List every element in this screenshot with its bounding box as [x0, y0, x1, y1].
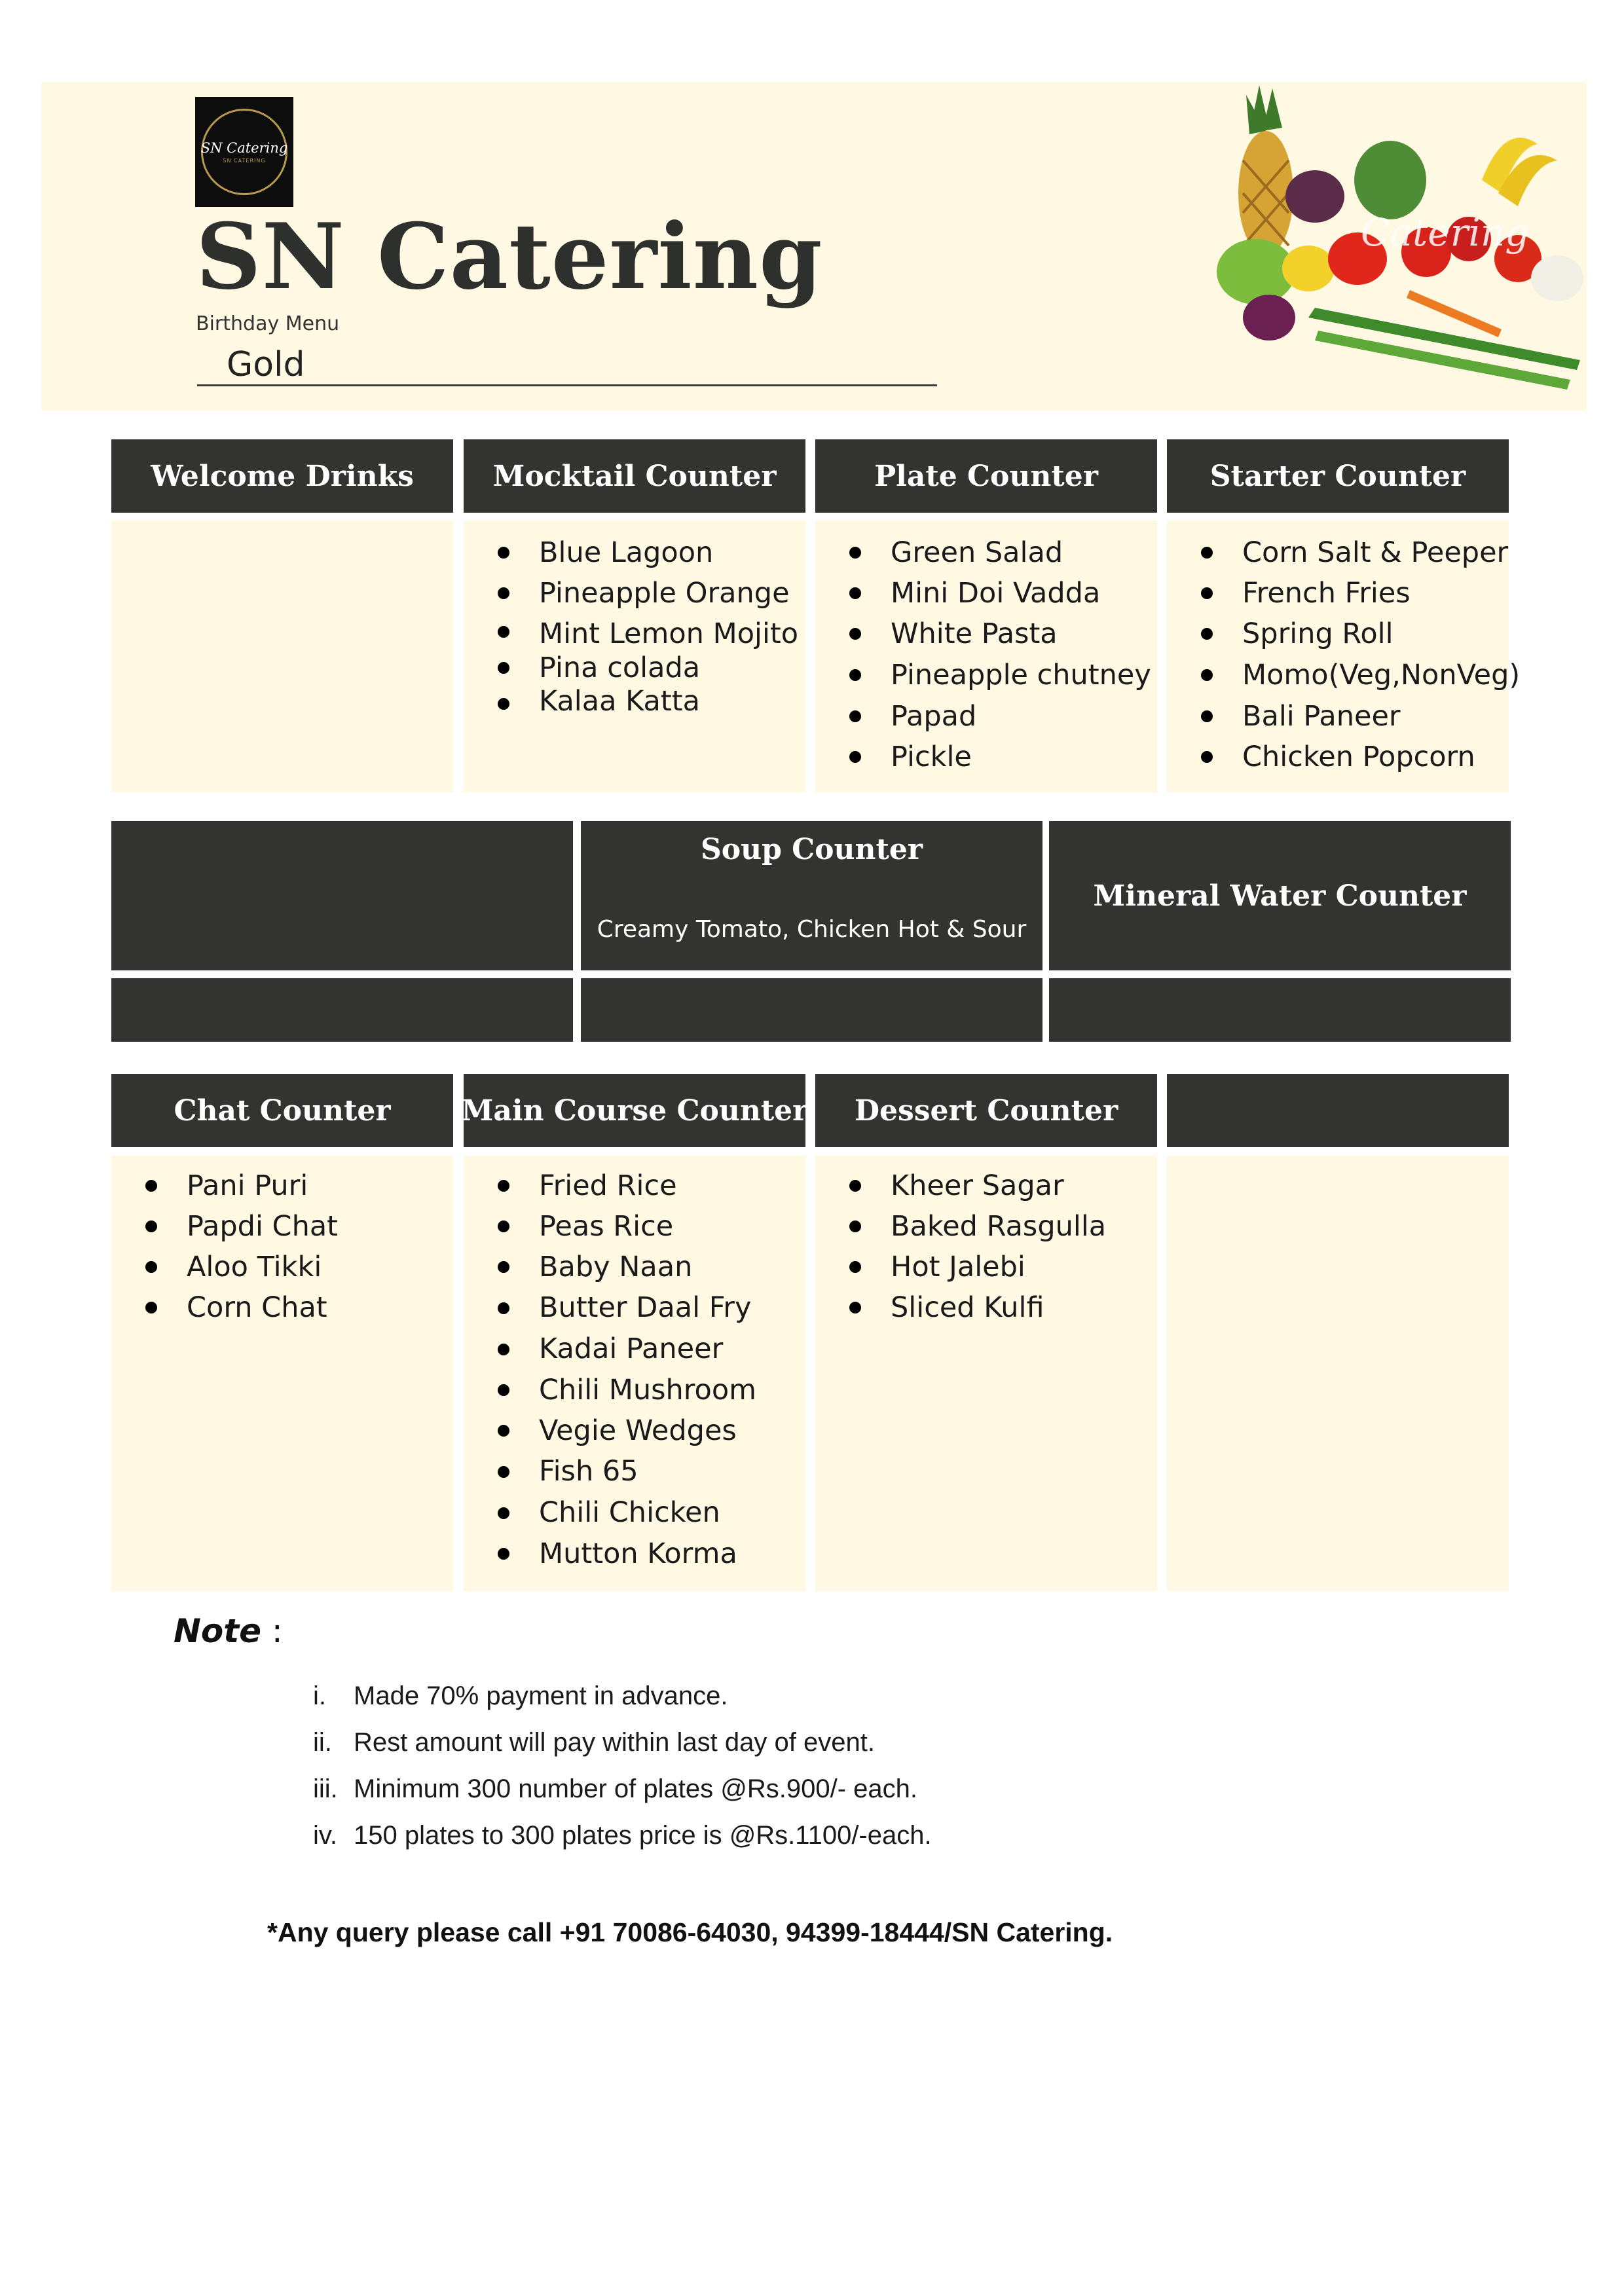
main-course-counter-header: Main Course Counter	[464, 1074, 805, 1147]
plate-counter-header: Plate Counter	[815, 439, 1157, 513]
list-item: Bali Paneer	[1167, 696, 1520, 737]
list-item: Peas Rice	[464, 1206, 756, 1247]
list-item: Kheer Sagar	[815, 1166, 1106, 1206]
main-course-counter-body	[464, 1156, 805, 1591]
list-item: Aloo Tikki	[111, 1247, 338, 1287]
list-item: White Pasta	[815, 614, 1151, 654]
list-item: Butter Daal Fry	[464, 1287, 756, 1329]
vegetables-image	[1210, 82, 1587, 390]
empty-bar	[581, 978, 1043, 1042]
list-item: Blue Lagoon	[464, 532, 798, 573]
pineapple-icon	[1238, 85, 1293, 255]
chat-list	[111, 1166, 338, 1328]
logo-ring	[201, 109, 287, 195]
list-item: Kalaa Katta	[464, 686, 798, 722]
note-colon: :	[271, 1612, 283, 1650]
note-label: Note	[174, 1612, 262, 1650]
welcome-drinks-body	[111, 521, 453, 792]
list-item: Sliced Kulfi	[815, 1287, 1106, 1328]
starter-counter-body	[1167, 521, 1521, 792]
list-item: Baby Naan	[464, 1247, 756, 1287]
image-overlay-text: Catering	[1361, 210, 1530, 255]
list-item: Momo(Veg,NonVeg)	[1167, 654, 1520, 696]
list-item: Green Salad	[815, 532, 1151, 573]
soup-counter-items: Creamy Tomato, Chicken Hot & Sour	[597, 916, 1027, 943]
empty-bar	[1049, 978, 1511, 1042]
list-item: Baked Rasgulla	[815, 1206, 1106, 1247]
plate-list	[815, 532, 1151, 777]
note-text: 150 plates to 300 plates price is @Rs.1100/-each.	[354, 1821, 932, 1850]
note-text: Made 70% payment in advance.	[354, 1681, 728, 1710]
logo	[195, 97, 293, 207]
note-number: iii.	[313, 1774, 338, 1803]
soup-counter	[581, 821, 1043, 970]
greens-icon	[1354, 141, 1426, 219]
query-contact: *Any query please call +91 70086-64030, 94399-18444/SN Catering.	[267, 1917, 1113, 1947]
tier-underline	[197, 384, 937, 386]
note-text: Minimum 300 number of plates @Rs.900/- each.	[354, 1774, 917, 1803]
onion-icon	[1243, 295, 1295, 340]
dessert-counter-body	[815, 1156, 1157, 1591]
list-item: French Fries	[1167, 573, 1520, 614]
list-item: Chili Mushroom	[464, 1370, 756, 1410]
menu-tier: Gold	[227, 345, 305, 384]
logo-subtext: SN CATERING	[223, 158, 266, 164]
list-item: Chili Chicken	[464, 1492, 756, 1533]
list-item: Corn Salt & Peeper	[1167, 532, 1520, 573]
empty-counter-header	[1167, 1074, 1509, 1147]
list-item: Fried Rice	[464, 1166, 756, 1206]
note-number: i.	[313, 1681, 326, 1710]
starter-counter-header: Starter Counter	[1167, 439, 1509, 513]
starter-list	[1167, 532, 1520, 777]
plate-counter-body	[815, 521, 1157, 792]
list-item: Fish 65	[464, 1451, 756, 1492]
list-item: Mint Lemon Mojito	[464, 614, 798, 650]
list-item: Chicken Popcorn	[1167, 737, 1520, 777]
dessert-counter-header: Dessert Counter	[815, 1074, 1157, 1147]
list-item: Pani Puri	[111, 1166, 338, 1206]
header-banner	[41, 82, 1587, 411]
list-item: Papad	[815, 696, 1151, 737]
cauliflower-icon	[1531, 255, 1583, 301]
main-course-list	[464, 1166, 756, 1574]
chat-counter-body	[111, 1156, 453, 1591]
note-text: Rest amount will pay within last day of event.	[354, 1728, 875, 1757]
menu-type: Birthday Menu	[196, 312, 340, 335]
list-item: Mutton Korma	[464, 1533, 756, 1574]
logo-text: SN Catering	[200, 140, 288, 156]
chat-counter-header: Chat Counter	[111, 1074, 453, 1147]
list-item: Pina colada	[464, 650, 798, 686]
list-item: Hot Jalebi	[815, 1247, 1106, 1287]
mineral-water-counter: Mineral Water Counter	[1049, 821, 1511, 970]
mocktail-counter-body	[464, 521, 805, 792]
list-item: Kadai Paneer	[464, 1329, 756, 1370]
dessert-list	[815, 1166, 1106, 1328]
note-number: iv.	[313, 1821, 338, 1850]
list-item: Pineapple chutney	[815, 654, 1151, 696]
list-item: Corn Chat	[111, 1287, 338, 1328]
note-number: ii.	[313, 1728, 332, 1757]
brand-title: SN Catering	[196, 203, 823, 310]
red-cabbage-icon	[1285, 170, 1344, 223]
list-item: Vegie Wedges	[464, 1410, 756, 1451]
note-title	[174, 1612, 283, 1650]
list-item: Spring Roll	[1167, 614, 1520, 654]
list-item: Pickle	[815, 737, 1151, 777]
empty-counter-block	[111, 821, 573, 970]
list-item: Papdi Chat	[111, 1206, 338, 1247]
welcome-drinks-header: Welcome Drinks	[111, 439, 453, 513]
empty-bar	[111, 978, 573, 1042]
soup-counter-title: Soup Counter	[700, 833, 923, 866]
mocktail-list	[464, 532, 798, 722]
empty-counter-body	[1167, 1156, 1509, 1591]
pepper-yellow-icon	[1282, 246, 1335, 291]
list-item: Mini Doi Vadda	[815, 573, 1151, 614]
mocktail-counter-header: Mocktail Counter	[464, 439, 805, 513]
list-item: Pineapple Orange	[464, 573, 798, 614]
